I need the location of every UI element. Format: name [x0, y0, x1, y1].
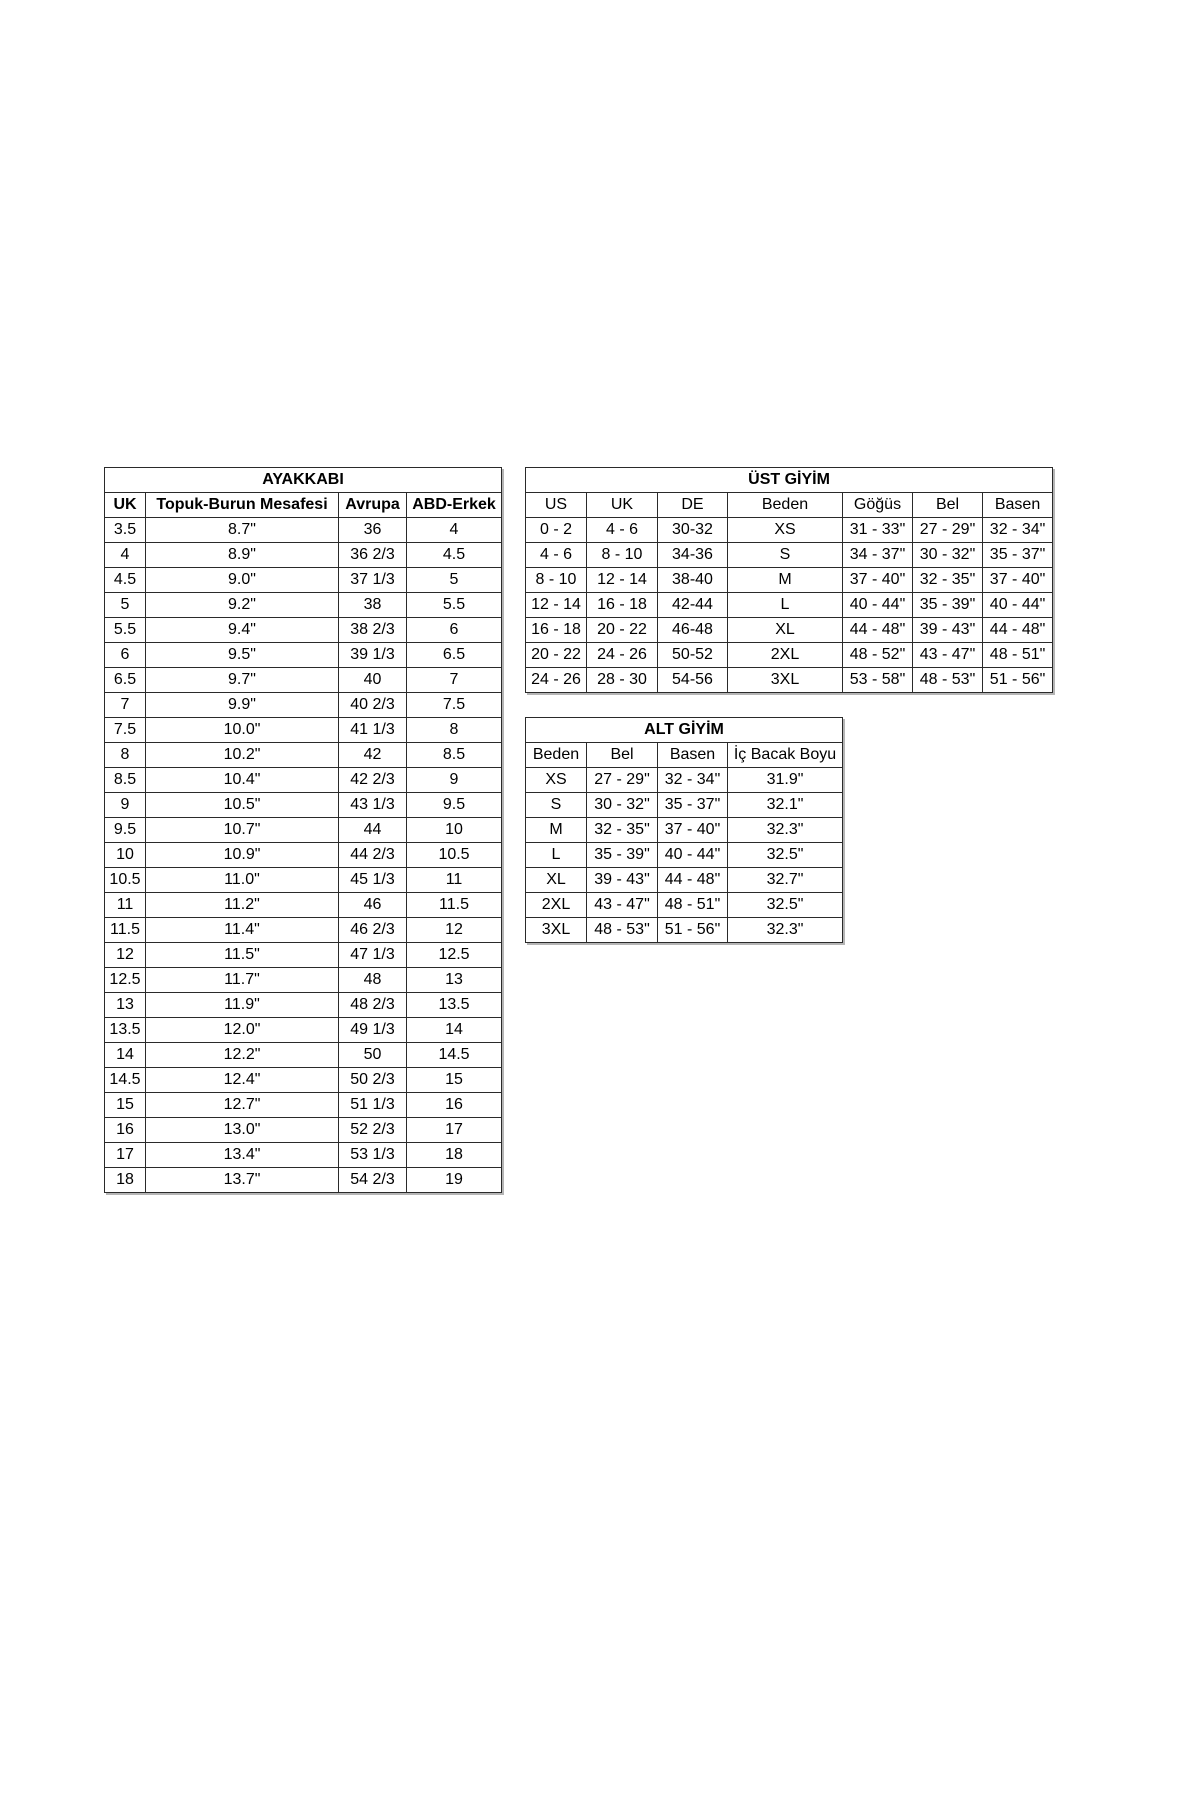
table-cell: XL: [728, 618, 843, 643]
table-row: [105, 1093, 502, 1118]
table-row: [105, 743, 502, 768]
table-cell: 10.0": [146, 718, 339, 743]
column-header: UK: [105, 493, 146, 518]
table-cell: 42: [339, 743, 407, 768]
table-cell: 9.5: [407, 793, 502, 818]
table-cell: 7: [105, 693, 146, 718]
column-header: Beden: [728, 493, 843, 518]
table-cell: 14.5: [407, 1043, 502, 1068]
table-cell: 53 - 58": [843, 668, 913, 693]
column-header: Beden: [526, 743, 587, 768]
table-header-row: [526, 743, 843, 768]
table-cell: 8: [105, 743, 146, 768]
table-cell: 39 1/3: [339, 643, 407, 668]
table-row: [105, 918, 502, 943]
table-cell: 51 - 56": [983, 668, 1053, 693]
table-cell: 40 - 44": [983, 593, 1053, 618]
table-cell: 32 - 34": [658, 768, 728, 793]
table-cell: 10.5: [105, 868, 146, 893]
table-cell: 10.2": [146, 743, 339, 768]
table-cell: 18: [105, 1168, 146, 1193]
table-cell: 8 - 10: [526, 568, 587, 593]
table-row: [526, 593, 1053, 618]
table-row: [105, 643, 502, 668]
table-row: [105, 568, 502, 593]
table-row: [105, 843, 502, 868]
table-cell: 6: [105, 643, 146, 668]
table-row: [105, 943, 502, 968]
table-cell: 30 - 32": [913, 543, 983, 568]
table-cell: 40 - 44": [658, 843, 728, 868]
table-cell: 18: [407, 1143, 502, 1168]
table-cell: 3XL: [728, 668, 843, 693]
table-row: [526, 518, 1053, 543]
table-cell: 27 - 29": [587, 768, 658, 793]
table-row: [105, 818, 502, 843]
table-cell: 11.7": [146, 968, 339, 993]
table-cell: 10: [407, 818, 502, 843]
table-cell: 48 - 51": [983, 643, 1053, 668]
table-row: [526, 568, 1053, 593]
table-cell: 5.5: [407, 593, 502, 618]
table-cell: L: [728, 593, 843, 618]
table-cell: 4: [105, 543, 146, 568]
table-cell: 3.5: [105, 518, 146, 543]
table-cell: 8.7": [146, 518, 339, 543]
table-cell: 9.5": [146, 643, 339, 668]
table-cell: 16: [407, 1093, 502, 1118]
table-cell: 52 2/3: [339, 1118, 407, 1143]
table-cell: 48: [339, 968, 407, 993]
table-cell: 12.0": [146, 1018, 339, 1043]
shoe-size-table: [104, 467, 502, 1193]
table-cell: 54-56: [658, 668, 728, 693]
table-cell: 39 - 43": [913, 618, 983, 643]
table-cell: 31 - 33": [843, 518, 913, 543]
table-cell: 16 - 18: [526, 618, 587, 643]
table-cell: 35 - 39": [587, 843, 658, 868]
column-header: Avrupa: [339, 493, 407, 518]
table-row: [105, 993, 502, 1018]
table-cell: 44 2/3: [339, 843, 407, 868]
table-cell: 8.5: [407, 743, 502, 768]
table-cell: 8.9": [146, 543, 339, 568]
table-cell: 40 2/3: [339, 693, 407, 718]
table-row: [105, 668, 502, 693]
table-cell: 37 - 40": [843, 568, 913, 593]
table-cell: 17: [105, 1143, 146, 1168]
table-row: [105, 968, 502, 993]
table-cell: 48 - 53": [587, 918, 658, 943]
table-cell: 7.5: [407, 693, 502, 718]
table-cell: 32.7": [728, 868, 843, 893]
table-cell: 54 2/3: [339, 1168, 407, 1193]
table-cell: 17: [407, 1118, 502, 1143]
table-cell: 15: [407, 1068, 502, 1093]
table-cell: XS: [526, 768, 587, 793]
table-cell: 5: [407, 568, 502, 593]
table-cell: 35 - 39": [913, 593, 983, 618]
column-header: DE: [658, 493, 728, 518]
table-row: [526, 643, 1053, 668]
table-cell: 16: [105, 1118, 146, 1143]
table-row: [105, 693, 502, 718]
table-cell: 35 - 37": [658, 793, 728, 818]
table-cell: 46-48: [658, 618, 728, 643]
column-header: Bel: [587, 743, 658, 768]
table-row: [526, 918, 843, 943]
table-cell: 12.5: [407, 943, 502, 968]
table-cell: 5: [105, 593, 146, 618]
table-title-row: [526, 718, 843, 743]
table-cell: 4 - 6: [587, 518, 658, 543]
table-cell: 24 - 26: [587, 643, 658, 668]
table-cell: 11: [407, 868, 502, 893]
table-cell: 11.5": [146, 943, 339, 968]
table-cell: 14.5: [105, 1068, 146, 1093]
table-row: [526, 893, 843, 918]
column-header: Basen: [658, 743, 728, 768]
table-cell: 32.5": [728, 893, 843, 918]
table-cell: 46: [339, 893, 407, 918]
column-header: Topuk-Burun Mesafesi: [146, 493, 339, 518]
table-cell: 7: [407, 668, 502, 693]
table-cell: 13: [105, 993, 146, 1018]
table-cell: 14: [407, 1018, 502, 1043]
table-cell: 13.5: [407, 993, 502, 1018]
table-cell: 12 - 14: [526, 593, 587, 618]
table-cell: 35 - 37": [983, 543, 1053, 568]
table-cell: 13: [407, 968, 502, 993]
table-cell: 3XL: [526, 918, 587, 943]
table-cell: 13.4": [146, 1143, 339, 1168]
column-header: Bel: [913, 493, 983, 518]
shoe-table-title: AYAKKABI: [105, 468, 502, 493]
table-cell: 11: [105, 893, 146, 918]
table-cell: 40 - 44": [843, 593, 913, 618]
table-cell: 51 - 56": [658, 918, 728, 943]
table-cell: XL: [526, 868, 587, 893]
table-cell: 12.7": [146, 1093, 339, 1118]
table-header-row: [105, 493, 502, 518]
bottoms-table-title: ALT GİYİM: [526, 718, 843, 743]
table-cell: 36 2/3: [339, 543, 407, 568]
table-cell: 10.5: [407, 843, 502, 868]
table-cell: 47 1/3: [339, 943, 407, 968]
table-row: [526, 618, 1053, 643]
table-row: [105, 1043, 502, 1068]
table-cell: 43 - 47": [913, 643, 983, 668]
column-header: UK: [587, 493, 658, 518]
table-cell: 12.4": [146, 1068, 339, 1093]
table-cell: 12.2": [146, 1043, 339, 1068]
table-cell: XS: [728, 518, 843, 543]
tops-table-title: ÜST GİYİM: [526, 468, 1053, 493]
table-row: [105, 718, 502, 743]
table-cell: 8.5: [105, 768, 146, 793]
table-cell: 11.5: [105, 918, 146, 943]
table-cell: 9.5: [105, 818, 146, 843]
table-row: [105, 868, 502, 893]
table-cell: 27 - 29": [913, 518, 983, 543]
table-cell: 42 2/3: [339, 768, 407, 793]
table-cell: 50-52: [658, 643, 728, 668]
bottoms-table-body: [526, 768, 843, 943]
table-cell: 15: [105, 1093, 146, 1118]
table-cell: 6.5: [105, 668, 146, 693]
table-cell: 32.5": [728, 843, 843, 868]
table-row: [105, 1068, 502, 1093]
table-cell: 44 - 48": [983, 618, 1053, 643]
table-cell: 30 - 32": [587, 793, 658, 818]
table-cell: 10.9": [146, 843, 339, 868]
table-row: [105, 593, 502, 618]
table-cell: 12 - 14: [587, 568, 658, 593]
table-cell: 9.7": [146, 668, 339, 693]
table-cell: 9.0": [146, 568, 339, 593]
table-cell: 32 - 34": [983, 518, 1053, 543]
table-cell: 13.5: [105, 1018, 146, 1043]
table-cell: 32.1": [728, 793, 843, 818]
table-cell: 43 - 47": [587, 893, 658, 918]
table-title-row: [105, 468, 502, 493]
table-cell: 37 - 40": [983, 568, 1053, 593]
table-cell: 32 - 35": [913, 568, 983, 593]
table-row: [105, 518, 502, 543]
shoe-table-body: [105, 518, 502, 1193]
lower-garment-size-table: [525, 717, 843, 943]
table-row: [526, 543, 1053, 568]
table-cell: 7.5: [105, 718, 146, 743]
table-cell: 20 - 22: [526, 643, 587, 668]
table-cell: 51 1/3: [339, 1093, 407, 1118]
table-cell: 39 - 43": [587, 868, 658, 893]
table-row: [105, 1168, 502, 1193]
table-row: [105, 768, 502, 793]
table-cell: 16 - 18: [587, 593, 658, 618]
table-cell: 41 1/3: [339, 718, 407, 743]
table-row: [105, 1118, 502, 1143]
table-cell: 14: [105, 1043, 146, 1068]
table-cell: 31.9": [728, 768, 843, 793]
table-cell: 13.7": [146, 1168, 339, 1193]
table-cell: 50: [339, 1043, 407, 1068]
column-header: İç Bacak Boyu: [728, 743, 843, 768]
table-row: [526, 868, 843, 893]
column-header: US: [526, 493, 587, 518]
table-cell: 0 - 2: [526, 518, 587, 543]
table-cell: 4 - 6: [526, 543, 587, 568]
table-row: [105, 1143, 502, 1168]
table-cell: 24 - 26: [526, 668, 587, 693]
table-cell: 44 - 48": [843, 618, 913, 643]
table-cell: 2XL: [526, 893, 587, 918]
table-cell: 5.5: [105, 618, 146, 643]
table-cell: 12: [407, 918, 502, 943]
table-cell: 38 2/3: [339, 618, 407, 643]
table-cell: 9.4": [146, 618, 339, 643]
table-cell: 13.0": [146, 1118, 339, 1143]
table-cell: 42-44: [658, 593, 728, 618]
table-cell: 4: [407, 518, 502, 543]
table-cell: L: [526, 843, 587, 868]
table-cell: 49 1/3: [339, 1018, 407, 1043]
table-cell: 38-40: [658, 568, 728, 593]
table-cell: 50 2/3: [339, 1068, 407, 1093]
table-cell: 48 2/3: [339, 993, 407, 1018]
table-row: [526, 843, 843, 868]
table-cell: 2XL: [728, 643, 843, 668]
table-header-row: [526, 493, 1053, 518]
table-cell: 10.7": [146, 818, 339, 843]
table-row: [105, 543, 502, 568]
table-cell: 37 1/3: [339, 568, 407, 593]
table-cell: 12.5: [105, 968, 146, 993]
table-cell: 48 - 53": [913, 668, 983, 693]
table-cell: M: [526, 818, 587, 843]
table-cell: 34 - 37": [843, 543, 913, 568]
table-cell: 9.9": [146, 693, 339, 718]
table-cell: 10.4": [146, 768, 339, 793]
table-cell: 37 - 40": [658, 818, 728, 843]
upper-garment-size-table: [525, 467, 1053, 693]
table-row: [105, 618, 502, 643]
column-header: Basen: [983, 493, 1053, 518]
table-cell: 11.0": [146, 868, 339, 893]
table-cell: 38: [339, 593, 407, 618]
table-cell: 10.5": [146, 793, 339, 818]
table-cell: 30-32: [658, 518, 728, 543]
table-cell: 46 2/3: [339, 918, 407, 943]
column-header: Göğüs: [843, 493, 913, 518]
table-row: [526, 668, 1053, 693]
table-row: [105, 893, 502, 918]
table-cell: 36: [339, 518, 407, 543]
column-header: ABD-Erkek: [407, 493, 502, 518]
table-cell: 44: [339, 818, 407, 843]
table-cell: 20 - 22: [587, 618, 658, 643]
table-cell: 4.5: [105, 568, 146, 593]
table-cell: S: [728, 543, 843, 568]
table-row: [105, 793, 502, 818]
table-cell: 28 - 30: [587, 668, 658, 693]
table-cell: 32.3": [728, 818, 843, 843]
table-cell: 12: [105, 943, 146, 968]
table-cell: 48 - 51": [658, 893, 728, 918]
table-cell: 48 - 52": [843, 643, 913, 668]
table-cell: 11.9": [146, 993, 339, 1018]
table-cell: 9.2": [146, 593, 339, 618]
table-cell: 11.4": [146, 918, 339, 943]
table-cell: 8: [407, 718, 502, 743]
table-title-row: [526, 468, 1053, 493]
table-row: [526, 793, 843, 818]
table-cell: 8 - 10: [587, 543, 658, 568]
table-cell: 32.3": [728, 918, 843, 943]
table-cell: 19: [407, 1168, 502, 1193]
table-cell: 44 - 48": [658, 868, 728, 893]
table-cell: 11.5: [407, 893, 502, 918]
table-cell: 34-36: [658, 543, 728, 568]
table-cell: 11.2": [146, 893, 339, 918]
table-cell: 4.5: [407, 543, 502, 568]
table-cell: 10: [105, 843, 146, 868]
table-cell: 43 1/3: [339, 793, 407, 818]
table-cell: S: [526, 793, 587, 818]
table-row: [105, 1018, 502, 1043]
table-cell: 9: [105, 793, 146, 818]
table-cell: 45 1/3: [339, 868, 407, 893]
table-cell: 32 - 35": [587, 818, 658, 843]
table-cell: 6.5: [407, 643, 502, 668]
table-cell: 40: [339, 668, 407, 693]
table-cell: 9: [407, 768, 502, 793]
table-row: [526, 818, 843, 843]
table-row: [526, 768, 843, 793]
table-cell: M: [728, 568, 843, 593]
table-cell: 53 1/3: [339, 1143, 407, 1168]
table-cell: 6: [407, 618, 502, 643]
tops-table-body: [526, 518, 1053, 693]
